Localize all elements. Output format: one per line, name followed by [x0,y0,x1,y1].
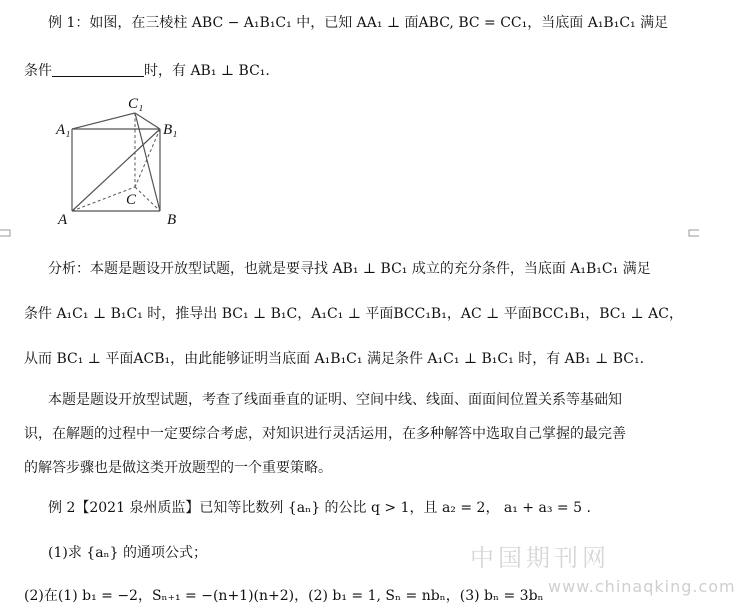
example1-statement-line2 [24,60,270,80]
example1-statement-line1: 例 1：如图，在三棱柱 ABC − A₁B₁C₁ 中，已知 AA₁ ⊥ 面ABC, BC = CC₁，当底面 A₁B₁C₁ 满足 [48,15,669,31]
analysis-paragraph2-line2: 识，在解题的过程中一定要综合考虑，对知识进行灵活运用，在多种解答中选取自己掌握的最完善 [24,426,626,442]
watermark-text: 中国期刊网 [470,544,610,572]
answer-blank[interactable] [52,62,144,77]
triangular-prism-figure [55,96,190,228]
analysis-paragraph2-line1: 本题是题设开放型试题，考查了线面垂直的证明、空间中线、线面、面面间位置关系等基础知 [48,392,622,408]
vertex-label-B1: B₁ [163,122,178,138]
segment-C1B [135,113,160,211]
vertex-label-A: A [58,212,68,228]
example1-conclusion: 时，有 AB₁ ⊥ BC₁. [144,63,270,79]
vertex-label-A1: A₁ [56,122,71,138]
example2-question1: (1)求 {aₙ} 的通项公式； [48,545,207,561]
edge-A1C1 [72,113,135,129]
example2-statement: 例 2【2021 泉州质监】已知等比数列 {aₙ} 的公比 q > 1，且 a₂ = 2， a₁ + a₃ = 5 . [48,500,591,516]
vertex-label-C1: C₁ [128,96,144,112]
page-edge-mark-left [0,228,12,238]
vertex-label-B: B [167,212,177,228]
analysis-line2: 条件 A₁C₁ ⊥ B₁C₁ 时，推导出 BC₁ ⊥ B₁C，A₁C₁ ⊥ 平面BCC₁B₁，AC ⊥ 平面BCC₁B₁，BC₁ ⊥ AC， [24,306,683,322]
edge-CB-hidden [135,187,160,211]
example1-condition-label: 条件 [24,63,52,79]
vertex-label-C: C [126,192,137,208]
analysis-line1: 分析：本题是题设开放型试题，也就是要寻找 AB₁ ⊥ BC₁ 成立的充分条件，当底面 A₁B₁C₁ 满足 [48,261,651,277]
watermark-url: www.chinaqking.com [548,577,736,596]
segment-B1C-hidden [135,129,160,187]
page-edge-mark-right [687,228,699,238]
analysis-line3: 从而 BC₁ ⊥ 平面ACB₁，由此能够证明当底面 A₁B₁C₁ 满足条件 A₁C₁ ⊥ B₁C₁ 时，有 AB₁ ⊥ BC₁. [24,351,645,367]
example2-question2: (2)在(1) b₁ = −2，Sₙ₊₁ = −(n+1)(n+2)，(2) b₁ = 1, Sₙ = nbₙ，(3) bₙ = 3bₙ [24,588,544,604]
analysis-paragraph2-line3: 的解答步骤也是做这类开放题型的一个重要策略。 [24,460,332,476]
